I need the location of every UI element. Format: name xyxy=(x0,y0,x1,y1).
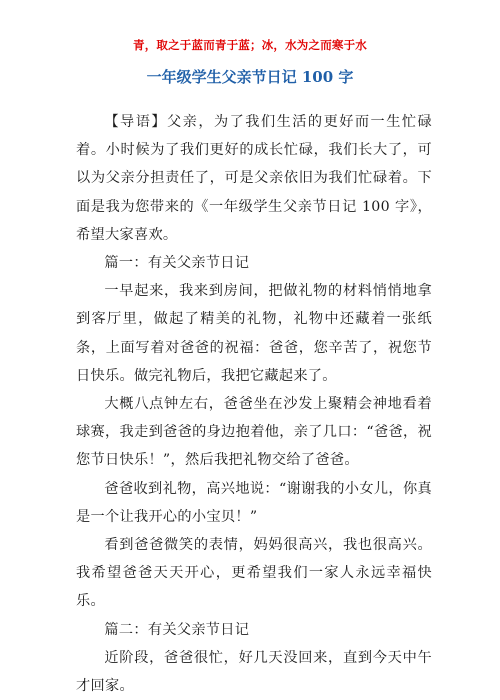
body-paragraph: 一早起来，我来到房间，把做礼物的材料悄悄地拿到客厅里，做起了精美的礼物，礼物中还藏着一张纸条，上面写着对爸爸的祝福：爸爸，您辛苦了，祝您节日快乐。做完礼物后，我把它藏起来了。 xyxy=(76,283,432,384)
body-paragraph: 爸爸收到礼物，高兴地说：“谢谢我的小女儿，你真是一个让我开心的小宝贝！” xyxy=(76,480,432,525)
document-body xyxy=(76,108,432,700)
motto-banner: 青，取之于蓝而青于蓝；冰，水为之而寒于水 xyxy=(133,38,367,52)
document-title: 一年级学生父亲节日记 100 字 xyxy=(146,68,354,86)
section-heading-2: 篇二：有关父亲节日记 xyxy=(104,621,250,638)
body-paragraph: 看到爸爸微笑的表情，妈妈很高兴，我也很高兴。我希望爸爸天天开心，更希望我们一家人永远幸福快乐。 xyxy=(76,537,432,610)
intro-paragraph: 【导语】父亲，为了我们生活的更好而一生忙碌着。小时候为了我们更好的成长忙碌，我们长大了，可以为父亲分担责任了，可是父亲依旧为我们忙碌着。下面是我为您带来的《一年级学生父亲节日记 100 字》，希望大家喜欢。 xyxy=(76,114,432,243)
section-heading-1: 篇一：有关父亲节日记 xyxy=(104,255,250,272)
body-paragraph: 近阶段，爸爸很忙，好几天没回来，直到今天中午才回家。 xyxy=(76,649,432,695)
body-paragraph: 大概八点钟左右，爸爸坐在沙发上聚精会神地看着球赛，我走到爸爸的身边抱着他，亲了几口：“爸爸，祝您节日快乐！”，然后我把礼物交给了爸爸。 xyxy=(76,396,432,469)
